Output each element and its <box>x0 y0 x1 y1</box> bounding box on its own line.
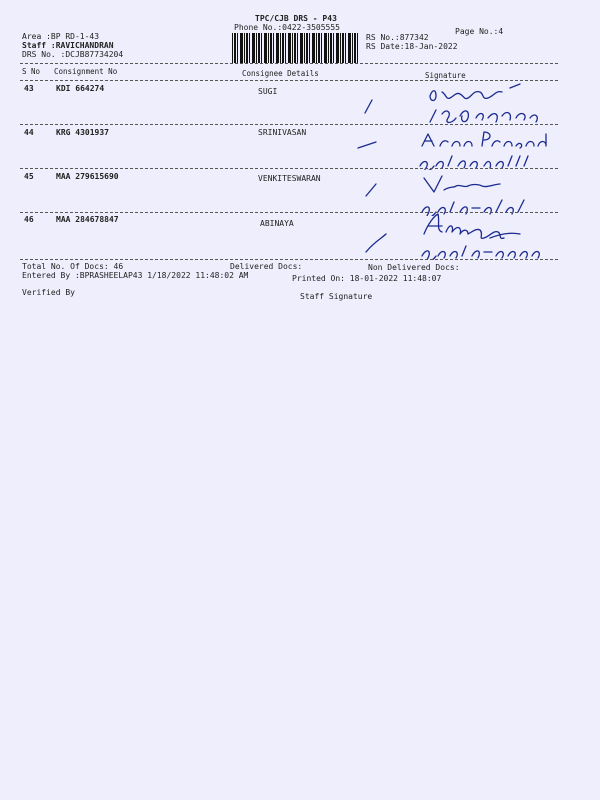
table-bottom-divider <box>20 259 558 260</box>
printed-on: Printed On: 18-01-2022 11:48:07 <box>292 274 442 283</box>
delivered-docs: Delivered Docs: <box>230 262 303 271</box>
verified-by: Verified By <box>22 288 75 297</box>
drs-title: TPC/CJB DRS - P43 <box>255 14 337 23</box>
col-sno: S No <box>22 67 41 76</box>
row-sno: 45 <box>24 172 34 181</box>
staff-signature: Staff Signature <box>300 292 373 301</box>
row-sno: 43 <box>24 84 34 93</box>
phone-number: Phone No.:0422-3505555 <box>234 23 340 32</box>
row-consignment: KDI 664274 <box>56 84 105 93</box>
row-consignee: SUGI <box>258 87 278 96</box>
area-label: Area :BP RD-1-43 <box>22 32 100 41</box>
col-signature: Signature <box>425 71 466 80</box>
row-consignee: VENKITESWARAN <box>258 174 321 183</box>
row-consignment: KRG 4301937 <box>56 128 109 137</box>
row-consignee: ABINAYA <box>260 219 294 228</box>
rs-number: RS No.:877342 <box>366 33 429 42</box>
row-consignment: MAA 284678847 <box>56 215 119 224</box>
row-divider <box>20 168 558 169</box>
signature-row-44 <box>350 126 560 170</box>
row-divider <box>20 124 558 125</box>
header-divider-top <box>20 63 558 64</box>
row-consignee: SRINIVASAN <box>258 128 307 137</box>
row-consignment: MAA 279615690 <box>56 172 119 181</box>
drs-number: DRS No. :DCJB87734204 <box>22 50 124 59</box>
total-docs: Total No. Of Docs: 46 <box>22 262 124 271</box>
row-sno: 46 <box>24 215 34 224</box>
row-sno: 44 <box>24 128 34 137</box>
signature-row-43 <box>360 78 560 128</box>
entered-by: Entered By :BPRASHEELAP43 1/18/2022 11:48:02 AM <box>22 271 249 280</box>
col-consignment: Consignment No <box>54 67 118 76</box>
non-delivered-docs: Non Delivered Docs: <box>368 263 460 272</box>
page-number: Page No.:4 <box>455 27 504 36</box>
col-consignee: Consignee Details <box>242 69 319 78</box>
barcode <box>232 33 360 63</box>
rs-date: RS Date:18-Jan-2022 <box>366 42 458 51</box>
staff-label: Staff :RAVICHANDRAN <box>22 41 114 50</box>
signature-row-46 <box>356 210 556 260</box>
